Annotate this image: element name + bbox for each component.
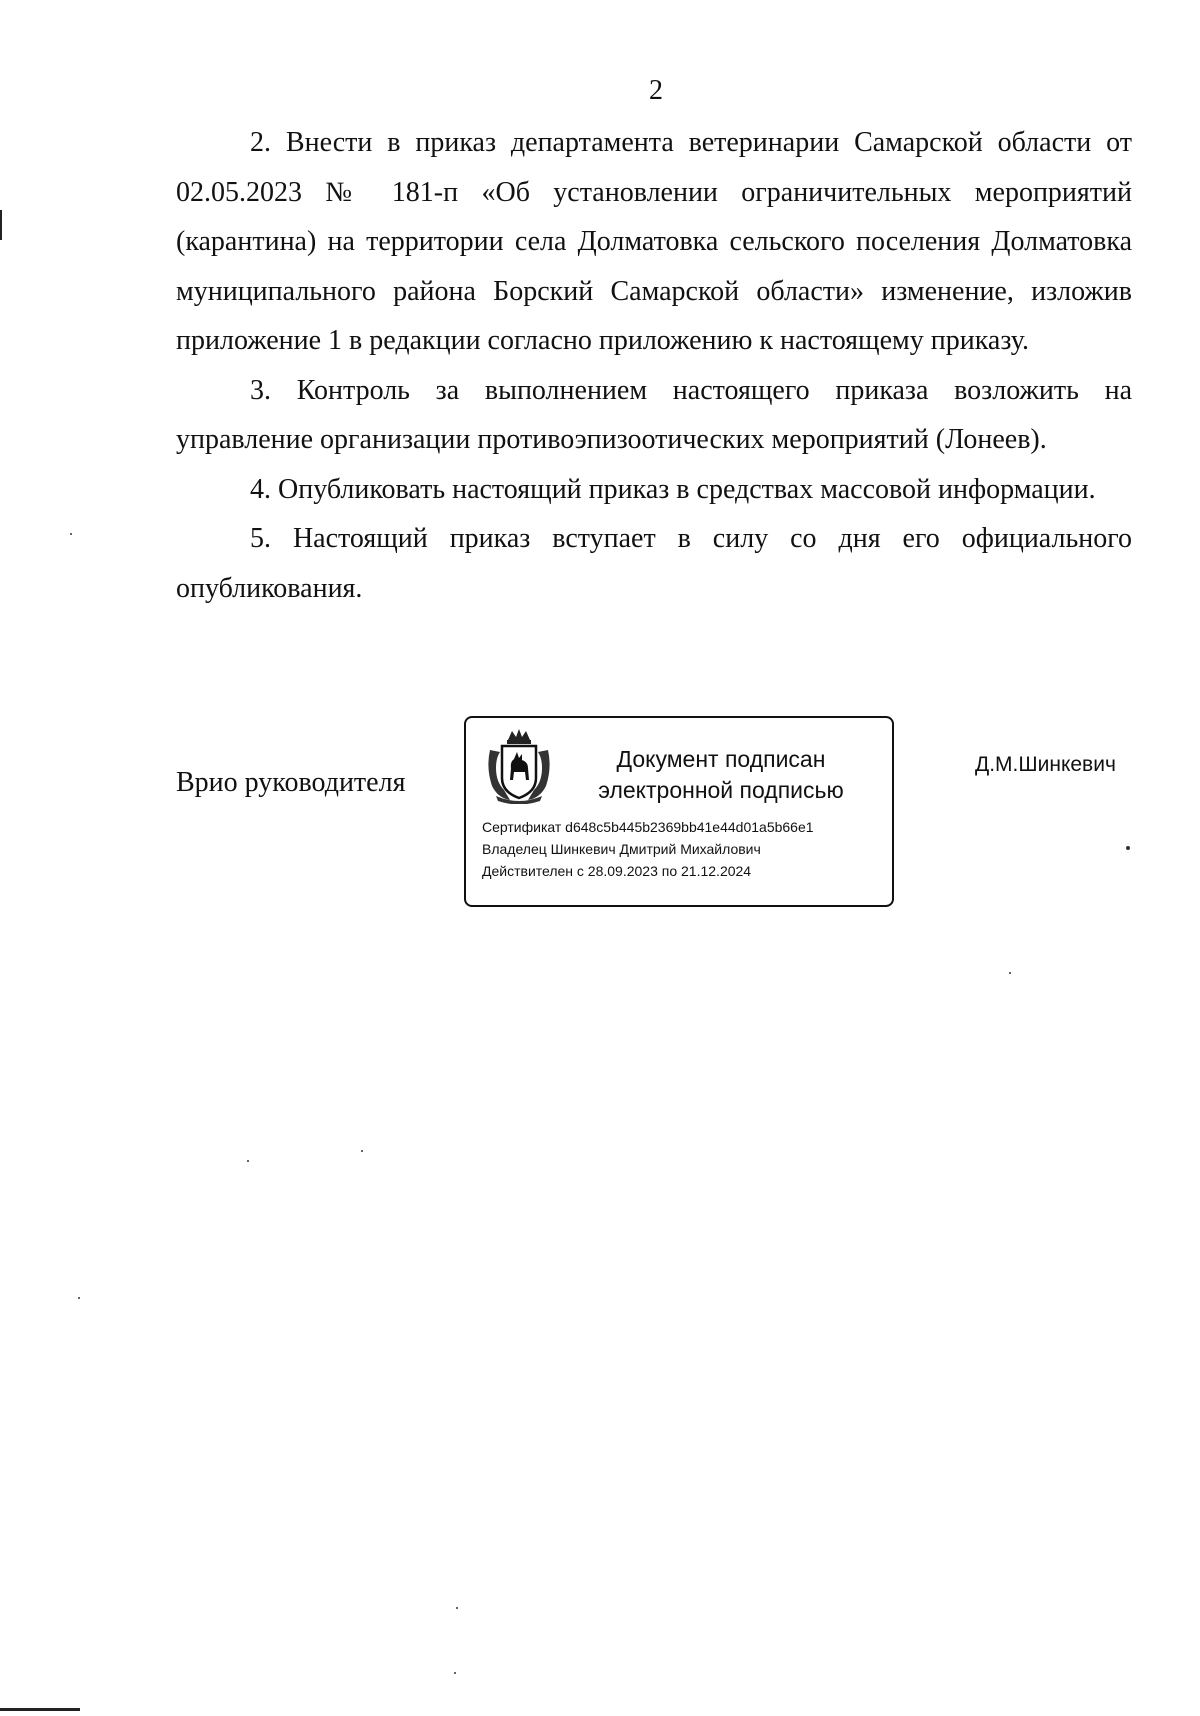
document-body xyxy=(176,118,1132,613)
scan-speck xyxy=(78,1297,80,1299)
scan-speck xyxy=(454,1672,456,1674)
paragraph-5: 5. Настоящий приказ вступает в силу со дня его официального опубликования. xyxy=(176,523,1132,604)
certificate-validity: Действителен с 28.09.2023 по 21.12.2024 xyxy=(482,863,752,879)
stamp-heading-line2: электронной подписью xyxy=(598,777,844,803)
certificate-owner: Владелец Шинкевич Дмитрий Михайлович xyxy=(482,841,761,857)
scan-speck xyxy=(361,1150,363,1152)
scan-speck xyxy=(1009,972,1011,974)
stamp-details xyxy=(482,816,882,882)
scan-edge-line xyxy=(0,1708,80,1711)
scan-speck xyxy=(456,1607,458,1609)
paragraph-4: 4. Опубликовать настоящий приказ в средствах массовой информации. xyxy=(250,473,1096,505)
paragraph-3: 3. Контроль за выполнением настоящего приказа возложить на управление организации противоэпизоотических мероприятий (Лонеев). xyxy=(176,374,1132,455)
page-number: 2 xyxy=(649,75,663,106)
electronic-signature-stamp xyxy=(464,716,894,907)
coat-of-arms-icon xyxy=(484,728,554,804)
stamp-heading xyxy=(566,744,876,806)
scan-speck xyxy=(247,1160,249,1162)
stamp-heading-line1: Документ подписан xyxy=(616,746,826,772)
certificate-number: Сертификат d648c5b445b2369bb41e44d01a5b66e1 xyxy=(482,819,814,835)
scan-speck xyxy=(70,533,72,535)
signer-position: Врио руководителя xyxy=(176,767,406,798)
signer-name: Д.М.Шинкевич xyxy=(975,753,1116,776)
paragraph-2: 2. Внести в приказ департамента ветеринарии Самарской области от 02.05.2023 № 181-п «Об установлении ограничительных мероприятий (карантина) на территории села Долматовка сельского поселения Долматовка муниципального района Борский Самарской области» изменение, изложив приложение 1 в редакции согласно приложению к настоящему приказу. xyxy=(176,127,1132,356)
scan-edge-line xyxy=(0,210,2,240)
scan-speck xyxy=(1126,846,1130,850)
